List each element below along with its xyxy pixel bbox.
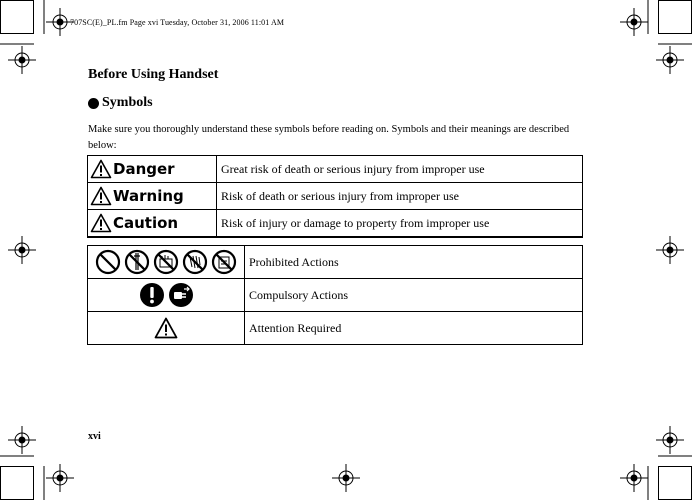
symbol-description: Prohibited Actions — [245, 246, 583, 279]
no-disassembly-icon — [124, 249, 150, 275]
table-row — [88, 183, 583, 210]
table-row — [88, 210, 583, 238]
symbol-cell — [88, 246, 245, 279]
prohibited-icon — [95, 249, 121, 275]
table-row — [88, 312, 583, 345]
warning-triangle-icon — [90, 213, 112, 233]
unplug-icon — [168, 282, 194, 308]
hazard-description: Great risk of death or serious injury from improper use — [217, 156, 583, 183]
table-row — [88, 156, 583, 183]
hazard-label-cell — [88, 156, 217, 183]
table-row — [88, 279, 583, 312]
compulsory-icon — [139, 282, 165, 308]
no-liquid-icon — [211, 249, 237, 275]
symbols-heading — [88, 95, 153, 111]
section-title: Before Using Handset — [88, 67, 219, 82]
file-info-header: 707SC(E)_PL.fm Page xvi Tuesday, October 31, 2006 11:01 AM — [70, 18, 285, 27]
intro-paragraph: Make sure you thoroughly understand these symbols before reading on. Symbols and their meanings are described below: — [88, 124, 570, 151]
warning-triangle-icon — [90, 186, 112, 206]
symbol-cell — [88, 312, 245, 345]
symbols-title: Symbols — [102, 95, 153, 110]
hazard-description: Risk of death or serious injury from improper use — [217, 183, 583, 210]
page-number: xvi — [88, 431, 101, 442]
warning-triangle-icon — [90, 159, 112, 179]
hazard-label-cell — [88, 210, 217, 238]
warning-triangle-icon — [154, 317, 178, 339]
no-wet-hands-icon — [153, 249, 179, 275]
warning-label: Warning — [113, 187, 184, 205]
hazard-label-cell — [88, 183, 217, 210]
danger-label: Danger — [113, 160, 175, 178]
action-symbol-table — [87, 245, 583, 345]
symbol-description: Compulsory Actions — [245, 279, 583, 312]
bullet-icon — [88, 98, 99, 109]
symbol-description: Attention Required — [245, 312, 583, 345]
symbol-cell — [88, 279, 245, 312]
table-row — [88, 246, 583, 279]
hazard-description: Risk of injury or damage to property from improper use — [217, 210, 583, 238]
hazard-level-table — [87, 155, 583, 238]
no-water-icon — [182, 249, 208, 275]
caution-label: Caution — [113, 214, 179, 232]
